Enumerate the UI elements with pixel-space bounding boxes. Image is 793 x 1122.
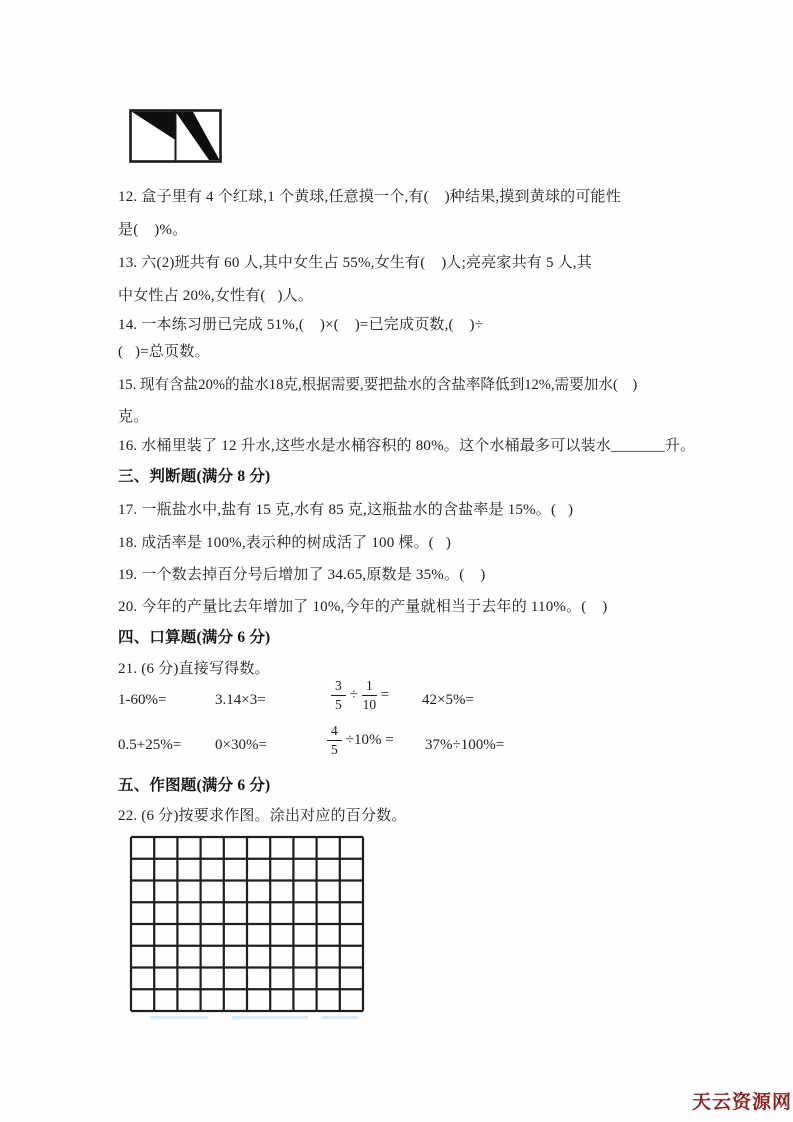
question-14-line-1: 14. 一本练习册已完成 51%,( )×( )=已完成页数,( )÷ (118, 317, 484, 333)
oral-item-1-1: 1-60%= (118, 692, 167, 708)
equals-sign: = (380, 686, 390, 703)
fraction-one-tenth (362, 678, 377, 712)
oral-item-1-3 (331, 678, 389, 712)
question-20: 20. 今年的产量比去年增加了 10%,今年的产量就相当于去年的 110%。( ) (118, 599, 608, 615)
section-5-heading: 五、作图题(满分 6 分) (118, 777, 271, 794)
fraction-denominator: 5 (331, 741, 338, 757)
percent-grid (129, 835, 365, 1013)
oral-item-1-4: 42×5%= (422, 692, 474, 708)
question-15-line-2: 克。 (118, 409, 149, 425)
question-19: 19. 一个数去掉百分号后增加了 34.65,原数是 35%。( ) (118, 567, 486, 583)
divide-sign: ÷ (349, 686, 358, 703)
site-watermark: 天云资源网 (692, 1092, 793, 1113)
oral-item-1-2: 3.14×3= (215, 692, 266, 708)
fraction-denominator: 5 (335, 696, 342, 712)
divide-rest: ÷10% = (345, 731, 394, 748)
question-13-line-1: 13. 六(2)班共有 60 人,其中女生占 55%,女生有( )人;亮亮家共有 5 人,其 (118, 255, 592, 271)
section-3-heading: 三、判断题(满分 8 分) (118, 468, 271, 485)
section-4-heading: 四、口算题(满分 6 分) (118, 629, 271, 646)
shaded-rectangle-figure (129, 109, 222, 163)
question-12-line-2: 是( )%。 (118, 222, 188, 238)
question-17: 17. 一瓶盐水中,盐有 15 克,水有 85 克,这瓶盐水的含盐率是 15%。( ) (118, 502, 574, 518)
question-16: 16. 水桶里装了 12 升水,这些水是水桶容积的 80%。这个水桶最多可以装水_______升。 (118, 438, 696, 454)
fraction-numerator: 4 (327, 723, 342, 741)
question-13-line-2: 中女性占 20%,女性有( )人。 (118, 288, 314, 304)
fraction-numerator: 3 (331, 678, 346, 696)
oral-item-2-4: 37%÷100%= (425, 737, 505, 753)
question-21: 21. (6 分)直接写得数。 (118, 661, 270, 677)
oral-item-2-1: 0.5+25%= (118, 737, 182, 753)
oral-item-2-2: 0×30%= (215, 737, 267, 753)
fraction-three-fifths (331, 678, 346, 712)
fraction-numerator: 1 (362, 678, 377, 696)
scan-artifact (322, 1016, 358, 1019)
question-15-line-1: 15. 现有含盐20%的盐水18克,根据需要,要把盐水的含盐率降低到12%,需要加水( ) (118, 377, 638, 393)
fraction-four-fifths (327, 723, 342, 757)
scan-artifact (232, 1016, 308, 1019)
question-22: 22. (6 分)按要求作图。涂出对应的百分数。 (118, 808, 407, 824)
question-18: 18. 成活率是 100%,表示种的树成活了 100 棵。( ) (118, 535, 452, 551)
oral-item-2-3 (327, 723, 394, 757)
fraction-denominator: 10 (362, 696, 377, 712)
scan-artifact (150, 1016, 208, 1019)
question-12-line-1: 12. 盒子里有 4 个红球,1 个黄球,任意摸一个,有( )种结果,摸到黄球的可能性 (118, 189, 621, 205)
question-14-line-2: ( )=总页数。 (118, 344, 210, 360)
